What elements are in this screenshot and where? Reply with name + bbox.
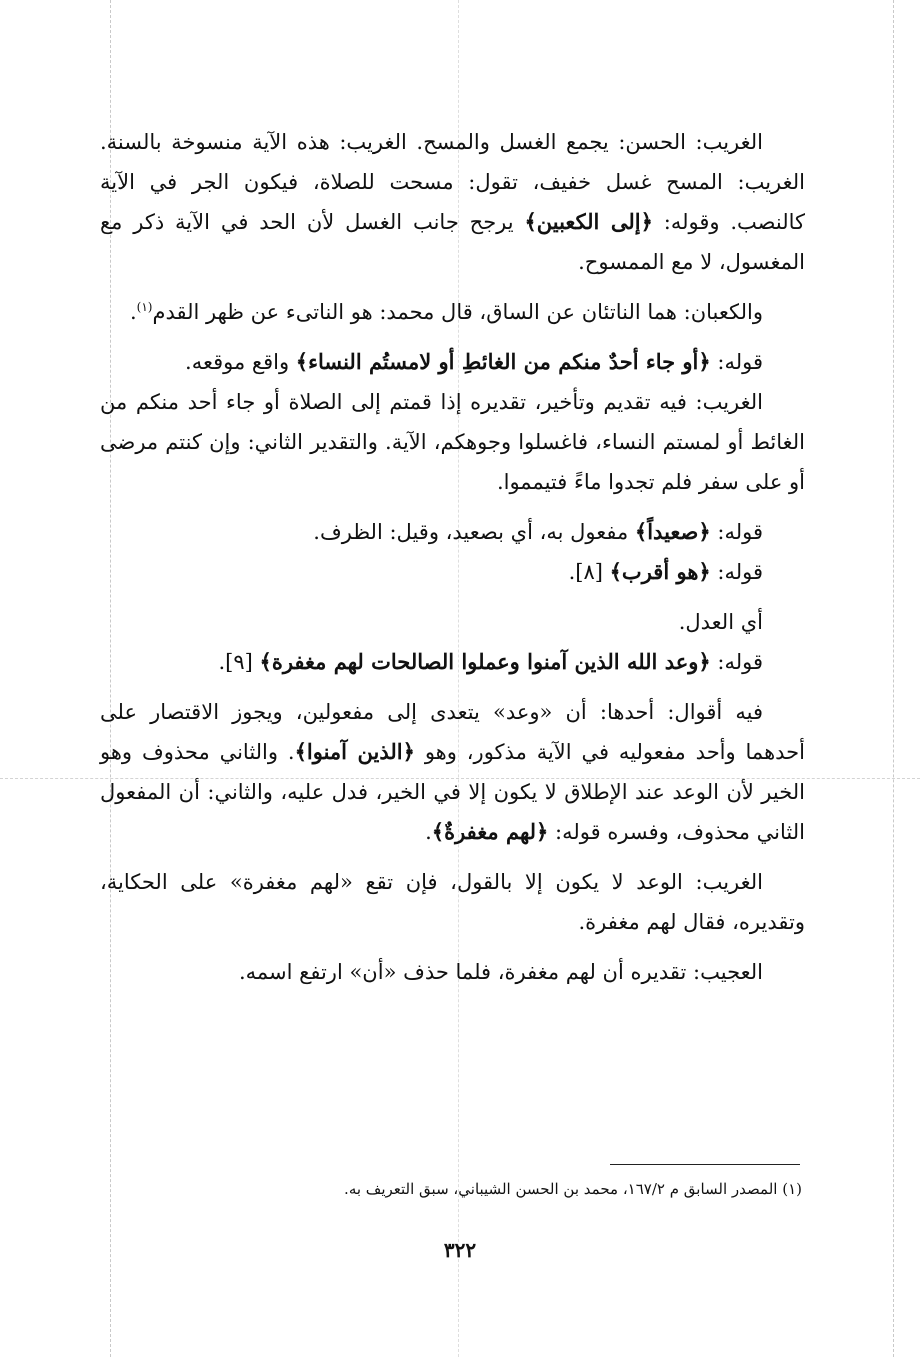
paragraph [100, 552, 805, 592]
text-segment: العجيب: تقديره أن لهم مغفرة، فلما حذف «أن» ارتفع اسمه. [238, 960, 763, 984]
page-number: ٣٢٢ [443, 1238, 477, 1262]
text-segment: . [129, 300, 137, 324]
quran-verse: ﴿هو أقرب﴾ [609, 559, 711, 584]
footnote-separator [610, 1164, 800, 1165]
quran-verse: ﴿وعد الله الذين آمنوا وعملوا الصالحات لهم مغفرة﴾ [259, 649, 711, 674]
footnote-marker: (١) [136, 300, 153, 314]
paragraph [100, 602, 805, 642]
text-segment: فيه أقوال: أحدها: أن «وعد» يتعدى إلى مفعولين، ويجوز الاقتصار على أحدهما وأحد مفعوليه في الآية مذكور، وهو [100, 700, 805, 764]
text-segment: قوله: [710, 350, 763, 374]
text-segment: [٩]. [218, 650, 260, 674]
main-text [100, 122, 805, 1002]
quran-verse: ﴿إلى الكعبين﴾ [524, 209, 653, 234]
paragraph [100, 862, 805, 942]
text-segment: أي العدل. [678, 610, 763, 634]
text-segment: . والثاني محذوف وهو الخير لأن الوعد عند الإطلاق لا يكون إلا في الخير، فدل عليه، والثاني: أن المفعول الثاني محذوف، وفسره قوله: [100, 740, 805, 844]
quran-verse: ﴿صعيداً﴾ [634, 519, 711, 544]
text-segment: الغريب: الحسن: يجمع الغسل والمسح. الغريب: هذه الآية منسوخة بالسنة. الغريب: المسح غسل خفيف، تقول: مسحت للصلاة، فيكون الجر في الآية كالنصب. وقوله: [100, 130, 806, 234]
text-segment: الغريب: فيه تقديم وتأخير، تقديره إذا قمتم إلى الصلاة أو جاء أحد منكم من الغائط أو لمستم النساء، فاغسلوا وجوهكم، الآية. والتقدير الثاني: وإن كنتم مرضى أو على سفر فلم تجدوا ماءً فتيمموا. [100, 390, 805, 494]
paragraph [100, 512, 805, 552]
quran-verse: ﴿أو جاء أحدٌ منكم من الغائطِ أو لامستُم النساء﴾ [295, 349, 711, 374]
text-segment: [٨]. [568, 560, 610, 584]
paragraph [100, 692, 805, 852]
quran-verse: ﴿لهم مغفرةٌ﴾ [431, 819, 549, 844]
paragraph [100, 342, 805, 382]
text-segment: الغريب: الوعد لا يكون إلا بالقول، فإن تقع «لهم مغفرة» على الحكاية، وتقديره، فقال لهم مغفرة. [100, 870, 805, 934]
paragraph [100, 382, 805, 502]
text-segment: والكعبان: هما الناتئان عن الساق، قال محمد: هو الناتىء عن ظهر القدم [152, 300, 763, 324]
paragraph [100, 122, 805, 282]
text-segment: قوله: [710, 560, 763, 584]
paragraph [100, 952, 805, 992]
text-segment: قوله: [710, 650, 763, 674]
text-segment: واقع موقعه. [185, 350, 296, 374]
paragraph [100, 292, 805, 332]
paragraph [100, 642, 805, 682]
quran-verse: ﴿الذين آمنوا﴾ [294, 739, 415, 764]
footnote: (١) المصدر السابق م ١٦٧/٢، محمد بن الحسن الشيباني، سبق التعريف به. [344, 1180, 802, 1198]
text-segment: مفعول به، أي بصعيد، وقيل: الظرف. [313, 520, 635, 544]
scan-fold-line [893, 0, 894, 1357]
text-segment: يرجح جانب الغسل لأن الحد في الآية ذكر مع المغسول، لا مع الممسوح. [100, 210, 805, 274]
text-segment: . [425, 820, 432, 844]
text-segment: قوله: [710, 520, 763, 544]
